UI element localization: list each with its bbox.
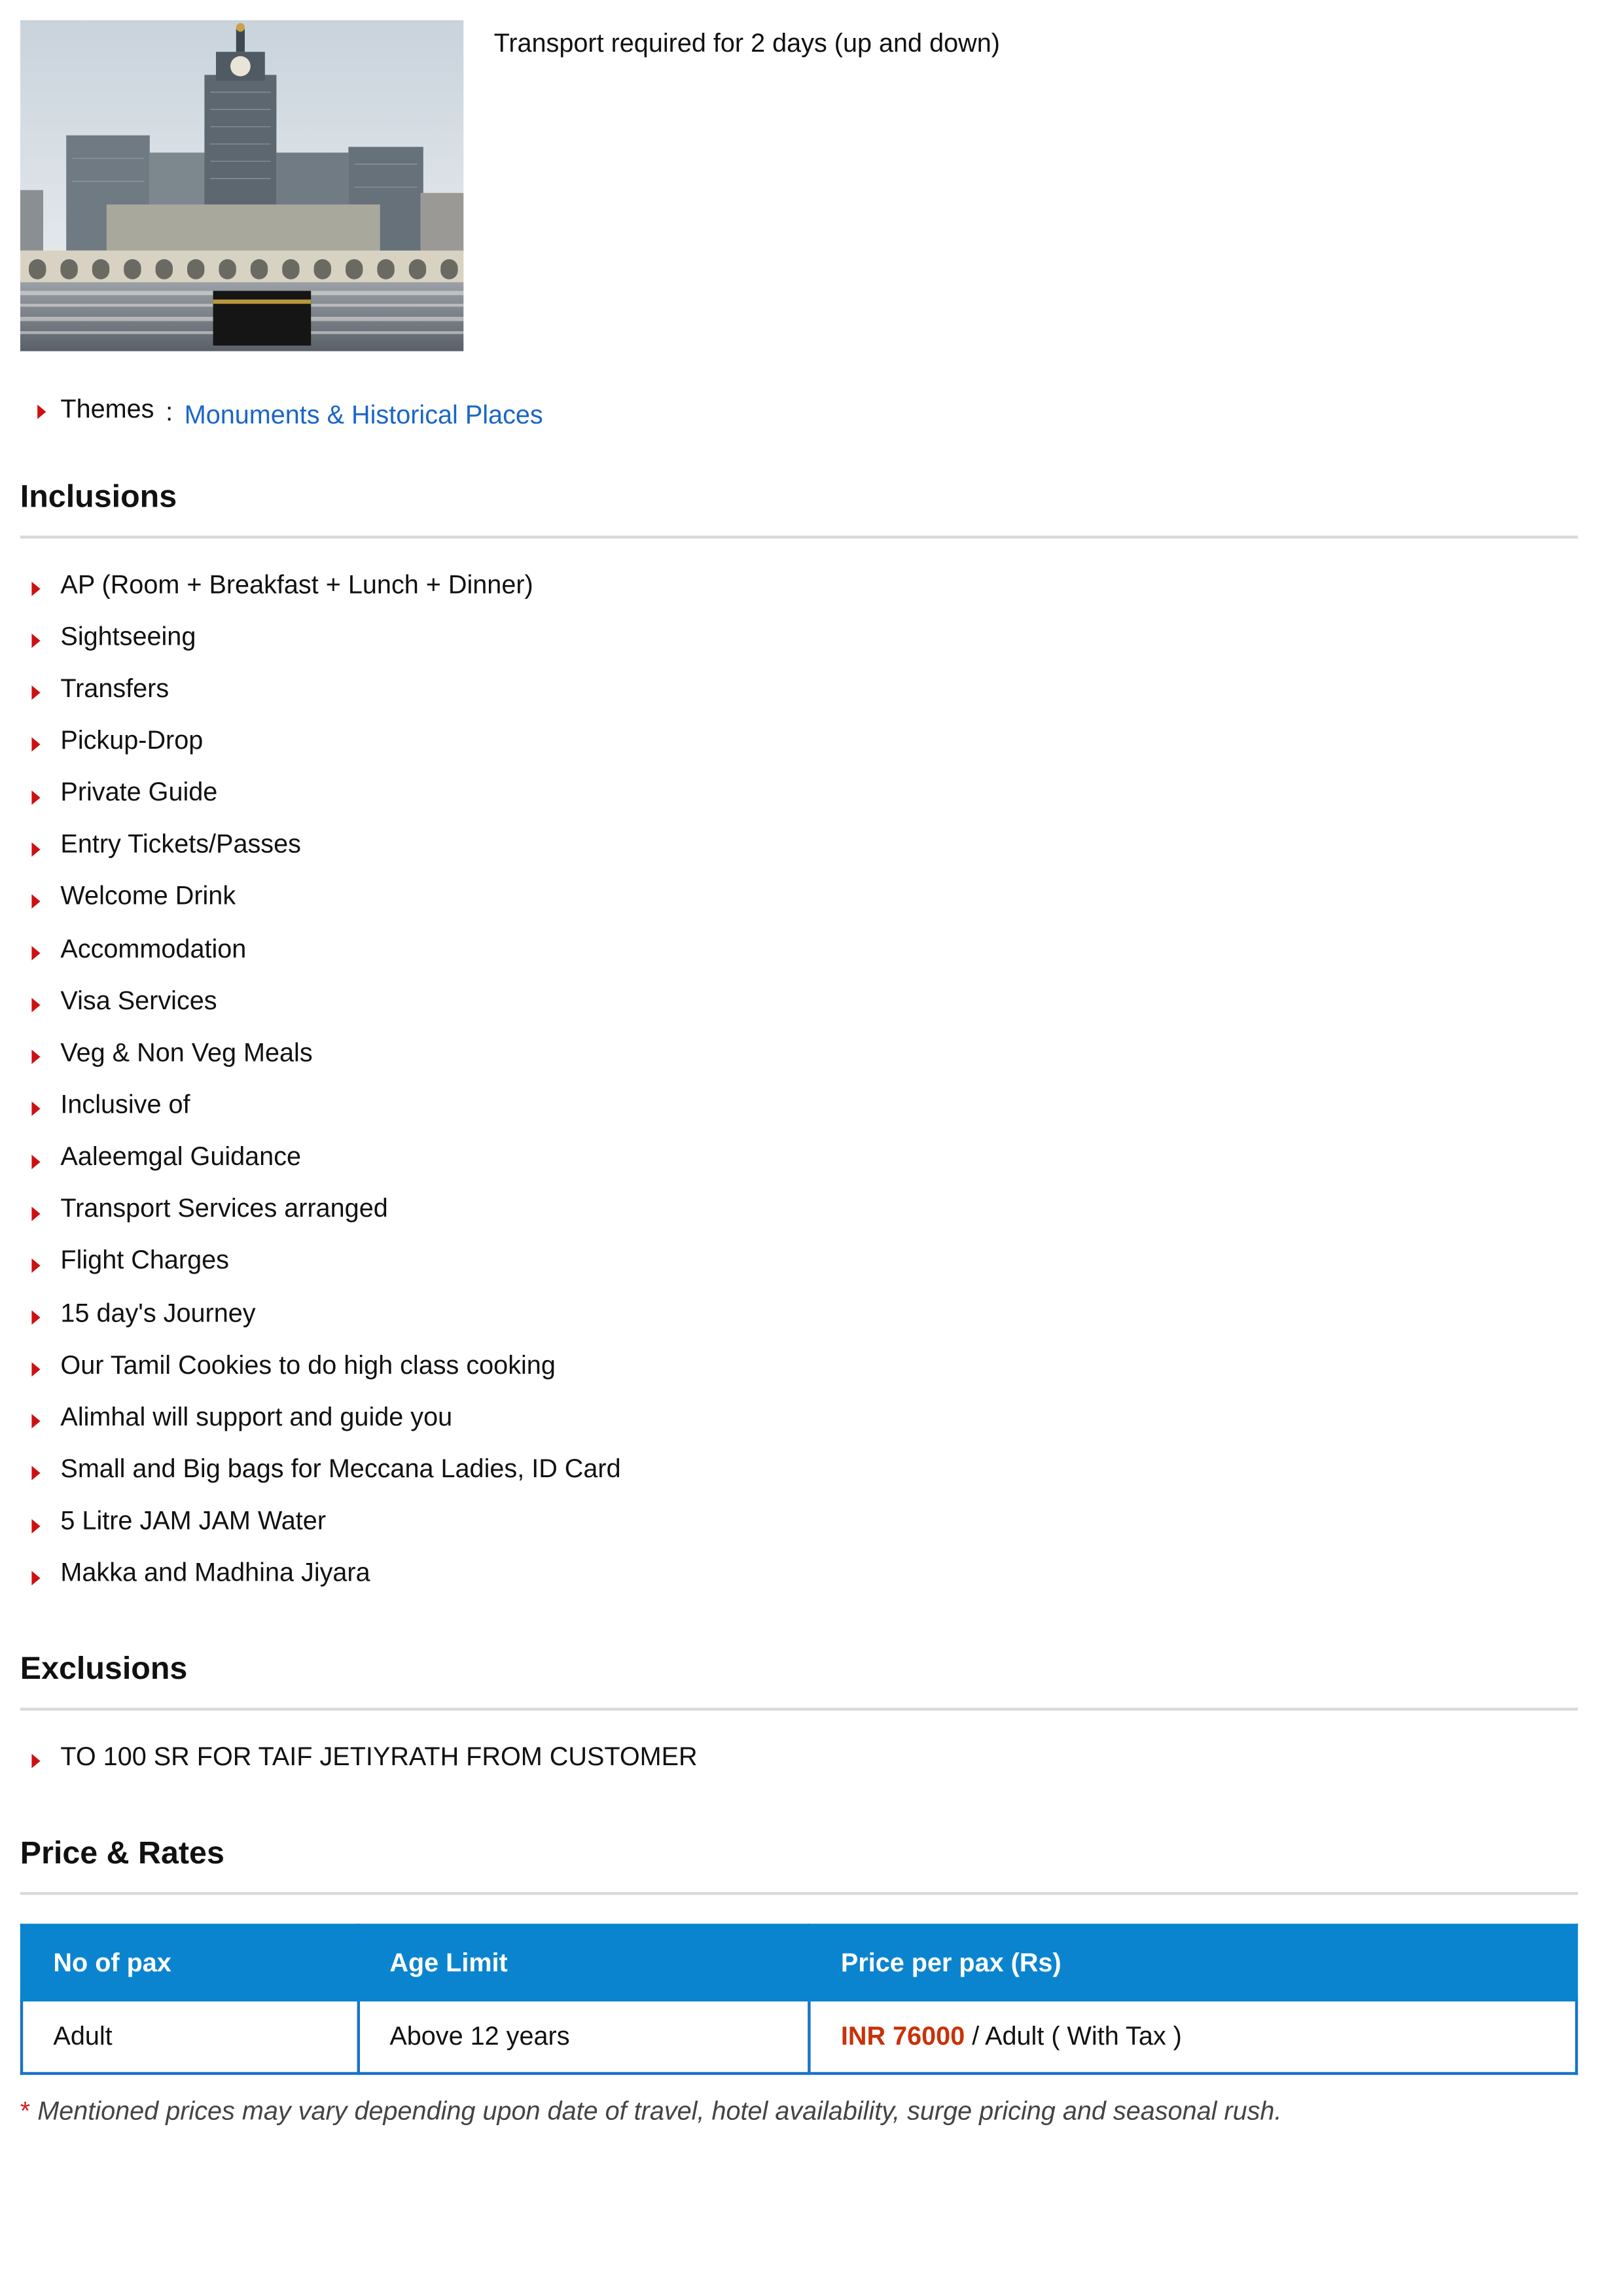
column-header-price: Price per pax (Rs)	[810, 1925, 1577, 2000]
list-item-text: Accommodation	[60, 933, 247, 963]
bullet-arrow-icon	[31, 1102, 40, 1117]
asterisk: *	[20, 2096, 31, 2126]
transport-note: Transport required for 2 days (up and down)	[493, 29, 1000, 58]
cell-price	[810, 2000, 1577, 2073]
list-item	[31, 1183, 620, 1236]
list-item-text: Private Guide	[60, 778, 218, 807]
themes-label: Themes	[60, 394, 154, 423]
bullet-arrow-icon	[31, 1414, 40, 1429]
inclusions-divider	[20, 535, 1578, 538]
bullet-arrow-icon	[31, 738, 40, 752]
bullet-arrow-icon	[31, 1259, 40, 1273]
bullet-arrow-icon	[31, 582, 40, 596]
bullet-arrow-icon	[31, 1754, 40, 1768]
list-item-text: Pickup-Drop	[60, 725, 204, 755]
list-item	[31, 1547, 620, 1600]
price-suffix: / Adult ( With Tax )	[972, 2021, 1182, 2051]
bullet-arrow-icon	[31, 1363, 40, 1377]
list-item	[31, 767, 620, 819]
price-table	[20, 1924, 1578, 2075]
price-amount: INR 76000	[840, 2021, 965, 2051]
bullet-arrow-icon	[31, 1467, 40, 1481]
list-item-text: Makka and Madhina Jiyara	[60, 1558, 370, 1587]
bullet-arrow-icon	[31, 842, 40, 856]
themes-row	[37, 389, 543, 431]
bullet-arrow-icon	[31, 894, 40, 908]
themes-separator: :	[166, 397, 173, 427]
list-item-text: Welcome Drink	[60, 882, 236, 911]
list-item	[31, 663, 620, 715]
bullet-arrow-icon	[31, 1310, 40, 1325]
bullet-arrow-icon	[31, 1155, 40, 1169]
list-item-text: 5 Litre JAM JAM Water	[60, 1506, 327, 1535]
list-item-text: Sightseeing	[60, 621, 196, 651]
package-photo	[20, 20, 464, 351]
exclusions-list	[31, 1731, 697, 1783]
list-item-text: Transfers	[60, 673, 169, 703]
bullet-arrow-icon	[31, 1206, 40, 1221]
list-item	[31, 923, 620, 975]
list-item-text: 15 day's Journey	[60, 1298, 256, 1327]
bullet-arrow-icon	[31, 790, 40, 804]
bullet-arrow-icon	[31, 686, 40, 700]
list-item	[31, 871, 620, 924]
bullet-arrow-icon	[31, 998, 40, 1013]
column-header-pax: No of pax	[22, 1925, 358, 2000]
exclusions-divider	[20, 1708, 1578, 1710]
list-item	[31, 975, 620, 1028]
column-header-age: Age Limit	[358, 1925, 810, 2000]
list-item	[31, 1027, 620, 1079]
inclusions-list	[31, 559, 620, 1600]
disclaimer-text: Mentioned prices may vary depending upon date of travel, hotel availability, surge pricing and seasonal rush.	[37, 2096, 1282, 2126]
price-disclaimer	[20, 2096, 1282, 2126]
list-item	[31, 819, 620, 871]
list-item	[31, 715, 620, 767]
bullet-arrow-icon	[31, 946, 40, 961]
list-item	[31, 1131, 620, 1183]
bullet-arrow-icon	[31, 1518, 40, 1533]
table-header-row	[22, 1925, 1577, 2000]
list-item	[31, 1287, 620, 1340]
cell-age: Above 12 years	[358, 2000, 810, 2073]
list-item-text: Veg & Non Veg Meals	[60, 1037, 313, 1067]
list-item-text: Small and Big bags for Meccana Ladies, ID Card	[60, 1454, 621, 1483]
list-item-text: Entry Tickets/Passes	[60, 829, 301, 859]
list-item	[31, 559, 620, 611]
exclusions-heading: Exclusions	[20, 1650, 188, 1687]
price-heading: Price & Rates	[20, 1834, 224, 1871]
list-item-text: TO 100 SR FOR TAIF JETIYRATH FROM CUSTOMER	[60, 1742, 698, 1771]
list-item	[31, 1443, 620, 1496]
list-item-text: Aaleemgal Guidance	[60, 1141, 302, 1171]
list-item	[31, 1079, 620, 1132]
inclusions-heading: Inclusions	[20, 478, 177, 514]
bullet-arrow-icon	[31, 634, 40, 648]
bullet-arrow-icon	[31, 1571, 40, 1585]
theme-link[interactable]: Monuments & Historical Places	[184, 400, 543, 429]
list-item-text: Alimhal will support and guide you	[60, 1402, 453, 1431]
list-item	[31, 1391, 620, 1444]
bullet-arrow-icon	[31, 1050, 40, 1065]
list-item	[31, 1235, 620, 1287]
list-item-text: Inclusive of	[60, 1090, 190, 1119]
list-item-text: Flight Charges	[60, 1246, 229, 1275]
cell-pax: Adult	[22, 2000, 358, 2073]
list-item-text: Our Tamil Cookies to do high class cooking	[60, 1350, 556, 1379]
list-item	[31, 1339, 620, 1391]
list-item-text: Transport Services arranged	[60, 1194, 388, 1223]
list-item-text: AP (Room + Breakfast + Lunch + Dinner)	[60, 569, 533, 599]
list-item	[31, 1496, 620, 1548]
mecca-clock-tower-photo-icon	[20, 20, 464, 351]
list-item-text: Visa Services	[60, 986, 217, 1015]
price-divider	[20, 1892, 1578, 1895]
list-item	[31, 611, 620, 663]
bullet-arrow-icon	[37, 404, 46, 418]
table-row	[22, 2000, 1577, 2073]
list-item	[31, 1731, 697, 1783]
